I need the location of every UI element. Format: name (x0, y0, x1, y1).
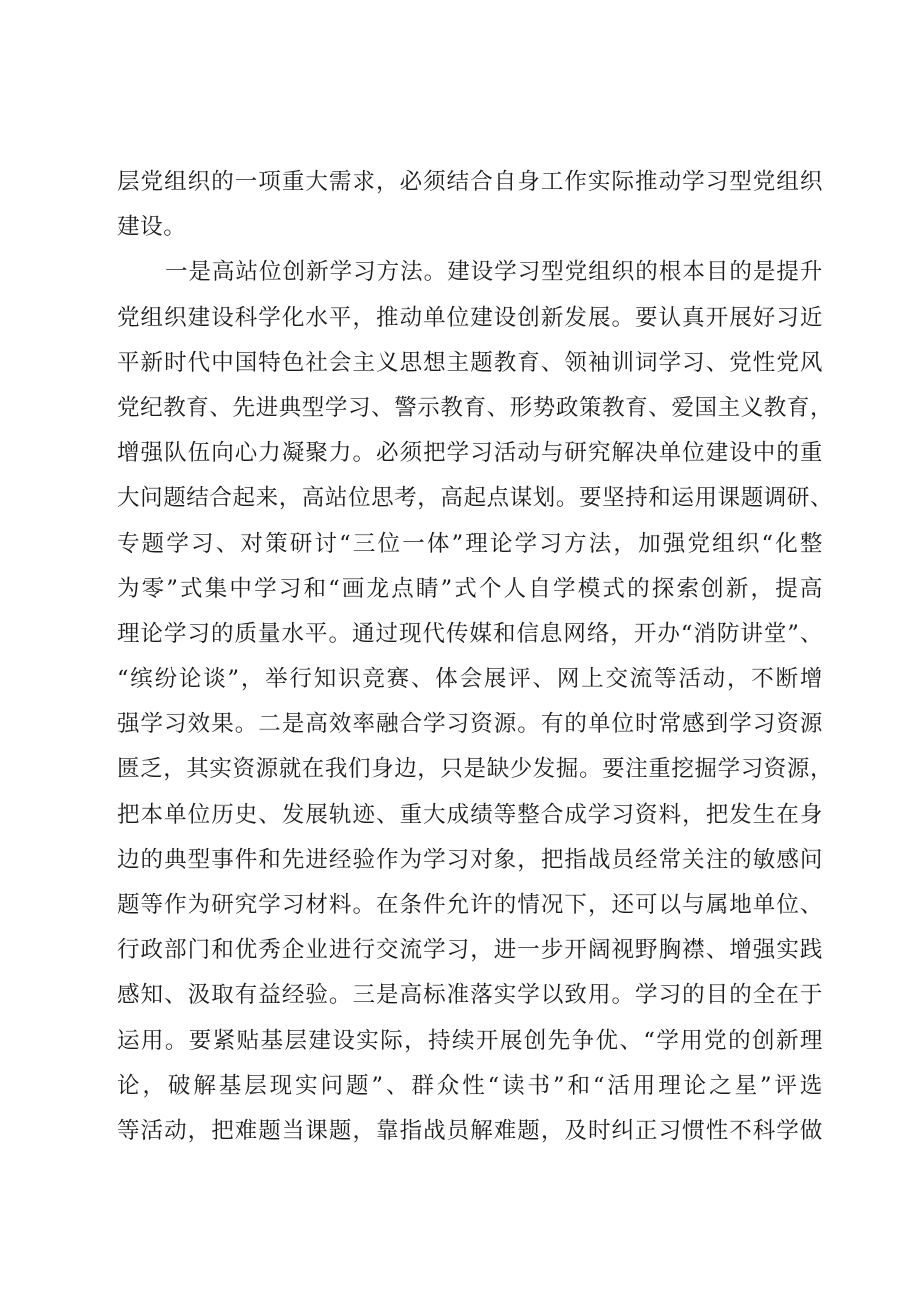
text-line: 党组织建设科学化水平，推动单位建设创新发展。要认真开展好习近 (117, 304, 823, 331)
text-line: “缤纷论谈”，举行知识竞赛、体会展评、网上交流等活动，不断增 (117, 666, 823, 693)
text-line: 运用。要紧贴基层建设实际，持续开展创先争优、“学用党的创新理 (117, 1027, 823, 1054)
text-line: 增强队伍向心力凝聚力。必须把学习活动与研究解决单位建设中的重 (117, 440, 823, 467)
paragraph-first-line: 一是高站位创新学习方法。建设学习型党组织的根本目的是提升 (165, 259, 823, 286)
text-line: 题等作为研究学习材料。在条件允许的情况下，还可以与属地单位、 (117, 892, 823, 918)
text-line: 把本单位历史、发展轨迹、重大成绩等整合成学习资料，把发生在身 (117, 801, 823, 828)
text-line: 匮乏，其实资源就在我们身边，只是缺少发掘。要注重挖掘学习资源， (117, 756, 834, 783)
text-line: 强学习效果。二是高效率融合学习资源。有的单位时常感到学习资源 (117, 711, 823, 738)
text-line: 理论学习的质量水平。通过现代传媒和信息网络，开办“消防讲堂”、 (117, 620, 823, 647)
text-line: 论，破解基层现实问题”、群众性“读书”和“活用理论之星”评选 (117, 1072, 823, 1099)
text-line: 专题学习、对策研讨“三位一体”理论学习方法，加强党组织“化整 (117, 530, 823, 557)
text-line: 建设。 (117, 214, 187, 241)
text-line: 行政部门和优秀企业进行交流学习，进一步开阔视野胸襟、增强实践 (117, 937, 823, 964)
text-line: 感知、汲取有益经验。三是高标准落实学以致用。学习的目的全在于 (117, 982, 823, 1009)
text-line: 层党组织的一项重大需求，必须结合自身工作实际推动学习型党组织 (117, 169, 823, 195)
text-line: 等活动，把难题当课题，靠指战员解难题，及时纠正习惯性不科学做 (117, 1117, 823, 1144)
text-line: 平新时代中国特色社会主义思想主题教育、领袖训词学习、党性党风 (117, 349, 823, 376)
body-text (117, 160, 834, 1154)
text-line: 党纪教育、先进典型学习、警示教育、形势政策教育、爱国主义教育， (117, 394, 834, 421)
text-line: 大问题结合起来，高站位思考，高起点谋划。要坚持和运用课题调研、 (117, 485, 834, 512)
text-line: 边的典型事件和先进经验作为学习对象，把指战员经常关注的敏感问 (117, 846, 823, 873)
text-line: 为零”式集中学习和“画龙点睛”式个人自学模式的探索创新，提高 (117, 575, 823, 602)
